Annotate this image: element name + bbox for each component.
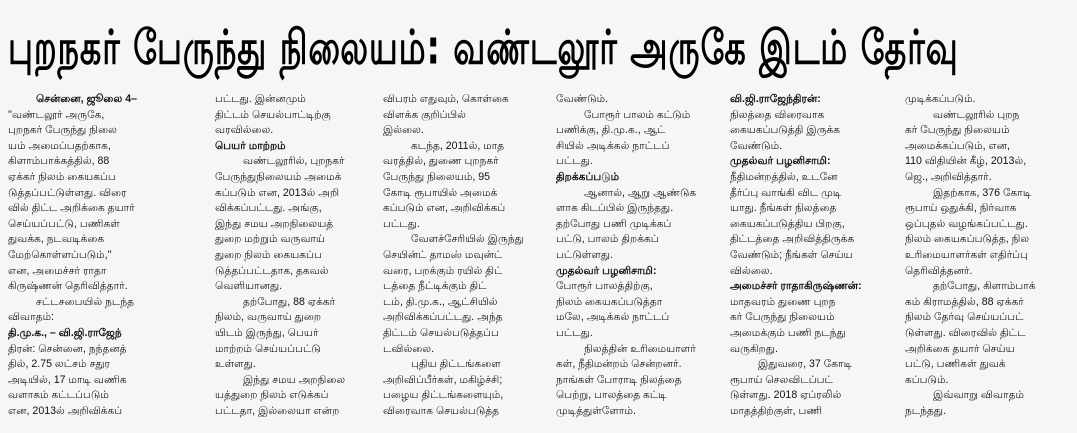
- text-line: வரை, பறக்கும் ரயில் திட்: [383, 264, 503, 277]
- text-line: கம் கிராமத்தில், 88 ஏக்கர்: [905, 295, 1024, 308]
- text-line: துறை மற்றும் வருவாய்: [215, 233, 326, 246]
- text-line: தற்போது, 88 ஏக்கர்: [243, 295, 336, 308]
- subheading-line: திறக்கப்படும்: [556, 170, 620, 183]
- text-line: விரைவாக செயல்படுத்த: [383, 404, 500, 417]
- text-line: அறிவிப்பீர்கள், மகிழ்ச்சி;: [383, 373, 503, 386]
- text-line: வேளச்சேரியில் இருந்து: [411, 233, 524, 246]
- text-line: புதிய திட்டங்களை: [411, 358, 501, 371]
- column-1: [8, 92, 198, 432]
- text-line: நிலத்தை விரைவாக: [730, 108, 825, 121]
- text-line: டுத்தப்பட்டுள்ளது. விரை: [8, 186, 127, 199]
- text-line: வரவில்லை.: [215, 124, 274, 137]
- text-line: போரூர் பாலத்திற்கு,: [556, 280, 653, 293]
- text-line: விபரம் எதுவும், கொள்கை: [383, 93, 509, 105]
- text-line: துவக்க, நடவடிக்கை: [8, 233, 105, 246]
- text-line: நிலம் கையகப்படுத்த, நில: [905, 233, 1030, 246]
- text-line: வேண்டும்.: [730, 139, 783, 152]
- text-line: பேருந்து நிலையம், 95: [383, 170, 491, 183]
- text-line: இந்து சமய அறநிலை: [243, 373, 346, 386]
- text-line: நிலம், வருவாய் துறை: [215, 311, 322, 324]
- text-line: மேற்கொள்ளப்படும்,'': [8, 248, 112, 261]
- text-line: செய்யப்பட்டு, பணிகள்: [8, 217, 120, 230]
- text-line: மலே, அடிக்கல் நாட்டப்: [556, 311, 670, 324]
- text-line: செயின்ட் தாமஸ் மவுன்ட்: [383, 248, 503, 261]
- text-line: நாங்கள் போராடி நிலத்தை: [556, 373, 682, 386]
- text-line: ரூபாய் செலவிடப்பட்: [730, 373, 833, 386]
- text-line: வரத்தில், துணை புறநகர்: [383, 155, 499, 168]
- text-line: கடந்த, 2011ல், மாத: [411, 139, 505, 152]
- text-line: வண்டலூரில், புறநகர்: [243, 155, 345, 168]
- text-line: தற்போது, கிளாம்பாக்: [933, 280, 1036, 293]
- text-line: டம், தி.மு.க., ஆட்சியில்: [383, 295, 498, 308]
- text-line: யத்துறை நிலம் எடுக்கப்: [215, 389, 329, 402]
- text-line: பழைய திட்டங்களையும்,: [383, 389, 504, 402]
- text-line: கர் பேருந்து நிலையம்: [730, 311, 835, 324]
- text-line: கப்படும்.: [905, 373, 949, 386]
- text-line: இந்து சமய அறநிலையத்: [215, 217, 334, 230]
- text-line: கையகப்படுத்திய பிறகு,: [730, 217, 845, 230]
- text-line: பட்டது.: [556, 326, 593, 339]
- text-line: ''வண்டலூர் அருகே,: [8, 108, 105, 121]
- subheading-line: அமைச்சர் ராதாகிருஷ்ணன்:: [730, 280, 862, 293]
- text-line: என, 2013ல் அறிவிக்கப்: [8, 404, 123, 417]
- subheading-line: பெயர் மாற்றம்: [215, 139, 286, 152]
- text-line: அடியில், 17 மாடி வணிக: [8, 373, 127, 386]
- text-line: புறநகர் பேருந்து நிலை: [8, 124, 117, 137]
- column-2: [215, 92, 403, 432]
- text-line: வளாகம் கட்டப்படும்: [8, 389, 109, 402]
- text-line: தற்போது பணி முடிக்கப்: [556, 217, 672, 230]
- headline: புறநகர் பேருந்து நிலையம்: வண்டலூர் அருகே இடம் தேர்வு: [8, 19, 959, 75]
- text-line: பேருந்துநிலையம் அமைக்: [215, 170, 342, 183]
- text-line: யிடம் இருந்து, பெயர்: [215, 326, 319, 339]
- text-line: முடித்துள்ளோம்.: [556, 404, 636, 417]
- text-line: யம் அமைப்பதற்காக,: [8, 139, 111, 152]
- text-line: திட்டத்தை அறிவித்திருக்க: [730, 233, 855, 246]
- text-line: கள், நீதிமன்றம் சென்றனர்.: [556, 358, 682, 371]
- text-line: பட்டது. இன்னமும்: [215, 93, 306, 105]
- text-line: நீதிமன்றத்தில், உடனே: [730, 170, 838, 183]
- text-line: பணிக்கு, தி.மு.க., ஆட்: [556, 124, 666, 137]
- text-line: விவாதம்:: [8, 311, 55, 324]
- text-line: பட்டது.: [383, 217, 420, 230]
- text-line: துறை நிலம் கையகப்ப: [215, 248, 322, 261]
- text-line: வேண்டும்.: [556, 93, 609, 105]
- text-line: டவில்லை.: [383, 342, 435, 355]
- text-line: என, அமைச்சர் ராதா: [8, 264, 107, 277]
- text-line: இல்லை.: [383, 124, 424, 137]
- text-line: விக்கப்பட்டது. அங்கு,: [215, 202, 322, 215]
- text-line: திட்டம் செயல்படுத்தப்ப: [383, 326, 499, 339]
- text-line: வண்டலூரில் புறந: [933, 108, 1020, 121]
- text-line: வேண்டும்; நீங்கள் செய்ய: [730, 248, 853, 261]
- text-line: அறிக்கை தயார் செய்ய: [905, 342, 1015, 355]
- text-line: நடந்தது.: [905, 404, 947, 417]
- text-line: யாது. நீங்கள் நிலத்தை: [730, 202, 837, 215]
- text-line: உரிமையாளர்கள் எதிர்ப்பு: [905, 248, 1029, 261]
- text-line: வில்லை.: [730, 264, 773, 277]
- text-line: இவ்வாறு விவாதம்: [933, 389, 1025, 402]
- text-line: ஜெ., அறிவித்தார்.: [905, 170, 992, 183]
- text-line: டுள்ளது. 2018 ஏப்ரலில்: [730, 389, 842, 402]
- column-6: [905, 92, 1070, 432]
- text-line: ரூபாய் ஒதுக்கி, நிர்வாக: [905, 202, 1017, 215]
- text-line: பட்டதா, இல்லையா என்ற: [215, 404, 340, 417]
- text-line: நிலம் கையகப்படுத்தா: [556, 295, 663, 308]
- text-line: ஆனால், ஆறு ஆண்டுக: [584, 186, 697, 199]
- text-line: டுத்தப்பட்டதாக, தகவல்: [215, 264, 329, 277]
- text-line: போரூர் பாலம் கட்டும்: [584, 108, 691, 121]
- text-line: அமைக்கும் பணி நடந்து: [730, 326, 846, 339]
- text-line: சியில் அடிக்கல் நாட்டப்: [556, 139, 670, 152]
- subheading-line: வி.ஜி.ராஜேந்திரன்:: [730, 93, 821, 105]
- text-line: மாற்றம் செய்யப்பட்டு: [215, 342, 321, 355]
- text-line: பட்டது.: [556, 155, 593, 168]
- text-line: தீர்ப்பு வாங்கி விட முடி: [730, 186, 842, 199]
- subheading-line: சென்னை, ஜூலை 4–: [36, 93, 137, 105]
- text-line: அறிவிக்கப்பட்டது. அந்த: [383, 311, 503, 324]
- text-line: டத்தை நீட்டிக்கும் திட்: [383, 280, 487, 293]
- column-5: [730, 92, 898, 432]
- subheading-line: முதல்வர் பழனிசாமி:: [730, 155, 831, 168]
- text-line: ஒப்புதல் வழங்கப்பட்டது.: [905, 217, 1028, 230]
- text-line: கப்படும் என, 2013ல் அறி: [215, 186, 340, 199]
- text-line: வருகிறது.: [730, 342, 778, 355]
- column-4: [556, 92, 721, 432]
- text-line: விளக்க குறிப்பில்: [383, 108, 466, 121]
- text-line: பட்டு, பணிகள் துவக்: [905, 358, 1006, 371]
- text-line: ஏக்கர் நிலம் கையகப்ப: [8, 170, 116, 183]
- text-line: கர் பேருந்து நிலையம்: [905, 124, 1010, 137]
- text-line: ளாக கிடப்பில் இருந்தது.: [556, 202, 674, 215]
- article-body: [0, 92, 1077, 432]
- text-line: இதுவரை, 37 கோடி: [758, 358, 853, 371]
- text-line: திட்டம் செயல்பாட்டிற்கு: [215, 108, 331, 121]
- text-line: தில், 2.75 லட்சம் சதுர: [8, 358, 111, 371]
- text-line: பட்டுள்ளது.: [556, 248, 614, 261]
- subheading-line: முதல்வர் பழனிசாமி:: [556, 264, 657, 277]
- text-line: இதற்காக, 376 கோடி: [933, 186, 1032, 199]
- text-line: கையகப்படுத்தி இருக்க: [730, 124, 841, 137]
- text-line: தெரிவித்தனர்.: [905, 264, 973, 277]
- text-line: மாதவரம் துணை புறந: [730, 295, 836, 308]
- text-line: முடிக்கப்படும்.: [905, 93, 976, 105]
- text-line: நிலம் தேர்வு செய்யப்பட்: [905, 311, 1024, 324]
- text-line: கப்படும் என, அறிவிக்கப்: [383, 202, 506, 215]
- text-line: சட்டசபையில் நடந்த: [36, 295, 135, 308]
- text-line: டுள்ளது. விரைவில் திட்ட: [905, 326, 1026, 339]
- text-line: திரன்: சென்னை, நந்தனத்: [8, 342, 127, 355]
- text-line: வெளியானது.: [215, 280, 283, 293]
- text-line: உள்ளது.: [215, 358, 256, 371]
- text-line: கிளாம்பாக்கத்தில், 88: [8, 155, 110, 168]
- text-line: பெற்று, பாலத்தை கட்டி: [556, 389, 667, 402]
- text-line: கிருஷ்ணன் தெரிவித்தார்.: [8, 280, 128, 293]
- subheading-line: தி.மு.க., – வி.ஜி.ராஜேந்: [8, 326, 122, 339]
- text-line: பட்டு, பாலம் திறக்கப்: [556, 233, 659, 246]
- column-3: [383, 92, 553, 432]
- text-line: 110 விதியின் கீழ், 2013ல்,: [905, 155, 1027, 168]
- text-line: அமைக்கப்படும், என,: [905, 139, 1010, 152]
- text-line: மாதத்திற்குள், பணி: [730, 404, 823, 417]
- text-line: கோடி ரூபாயில் அமைக்: [383, 186, 498, 199]
- text-line: நிலத்தின் உரிமையாளர்: [584, 342, 696, 355]
- text-line: வில் திட்ட அறிக்கை தயார்: [8, 202, 135, 215]
